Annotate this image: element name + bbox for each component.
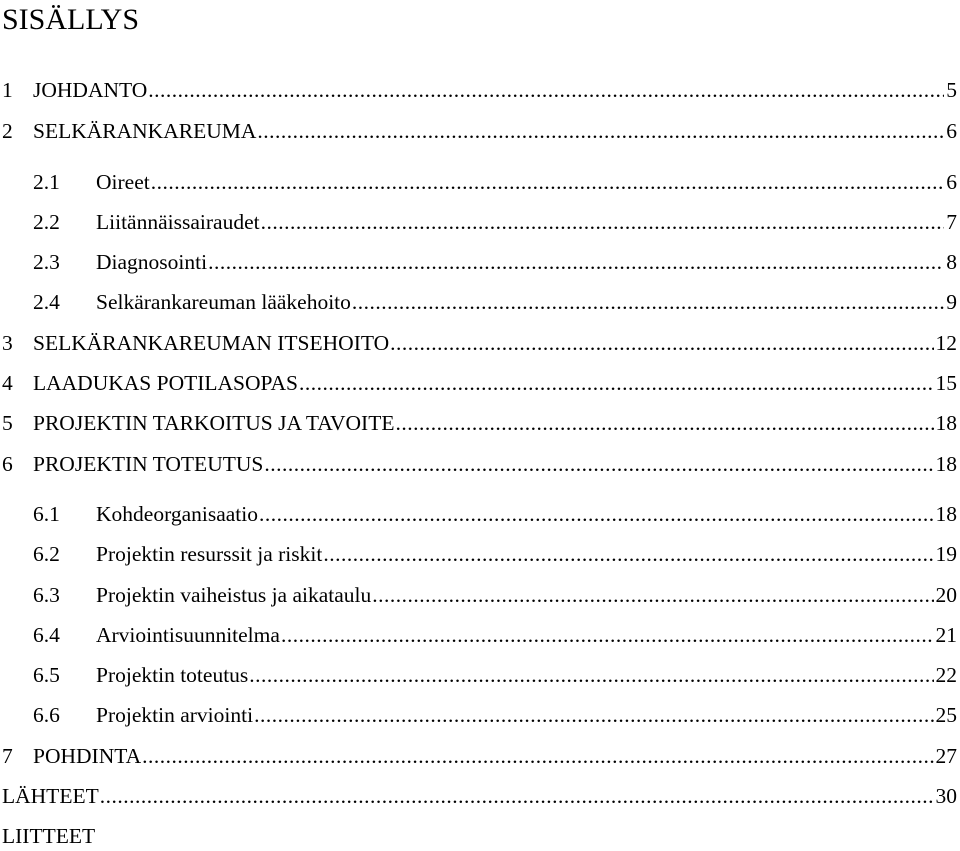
- toc-entry-page-number: 19: [935, 542, 957, 566]
- toc-entry-number: 2.4: [33, 290, 60, 314]
- toc-entry-label: JOHDANTO: [33, 78, 148, 102]
- toc-entry[interactable]: [0, 408, 960, 438]
- toc-entry[interactable]: [0, 247, 960, 277]
- toc-entry[interactable]: [0, 75, 960, 105]
- toc-entry[interactable]: [0, 328, 960, 358]
- toc-entry-number: 2.2: [33, 210, 60, 234]
- toc-dot-leader: [281, 620, 934, 650]
- toc-entry-label: LIITTEET: [2, 824, 96, 848]
- toc-entry-label: SELKÄRANKAREUMAN ITSEHOITO: [33, 331, 390, 355]
- toc-entry-page-number: 21: [935, 623, 957, 647]
- toc-dot-leader: [261, 207, 945, 237]
- toc-entry-page-number: 5: [946, 78, 957, 102]
- toc-entry[interactable]: [0, 499, 960, 529]
- toc-entry-page-number: 18: [935, 452, 957, 476]
- toc-dot-leader: [148, 75, 944, 105]
- toc-entry-label: PROJEKTIN TOTEUTUS: [33, 452, 264, 476]
- toc-entry-number: 2: [2, 119, 13, 143]
- toc-entry-number: 2.1: [33, 170, 60, 194]
- toc-dot-leader: [142, 741, 933, 771]
- toc-entry-page-number: 15: [935, 371, 957, 395]
- toc-entry-label: Selkärankareuman lääkehoito: [96, 290, 351, 314]
- toc-dot-leader: [259, 499, 933, 529]
- toc-entry-label: POHDINTA: [33, 744, 142, 768]
- toc-entry-label: LAADUKAS POTILASOPAS: [33, 371, 299, 395]
- toc-entry-label: Diagnosointi: [96, 250, 208, 274]
- toc-entry[interactable]: [0, 207, 960, 237]
- toc-entry-label: Kohdeorganisaatio: [96, 502, 259, 526]
- toc-entry-label: SELKÄRANKAREUMA: [33, 119, 257, 143]
- toc-dot-leader: [299, 368, 933, 398]
- toc-entry-label: Projektin resurssit ja riskit: [96, 542, 323, 566]
- toc-dot-leader: [264, 449, 933, 479]
- toc-entry-label: Oireet: [96, 170, 150, 194]
- toc-entry[interactable]: [0, 167, 960, 197]
- toc-entry-number: 1: [2, 78, 13, 102]
- toc-entry[interactable]: [0, 700, 960, 730]
- toc-entry-number: 6.3: [33, 583, 60, 607]
- toc-entry-page-number: 6: [946, 119, 957, 143]
- toc-entry-page-number: 18: [935, 411, 957, 435]
- toc-entry[interactable]: [0, 539, 960, 569]
- toc-dot-leader: [100, 781, 934, 811]
- toc-entry-page-number: 25: [935, 703, 957, 727]
- toc-entry[interactable]: [0, 660, 960, 690]
- toc-dot-leader: [151, 167, 945, 197]
- toc-dot-leader: [249, 660, 933, 690]
- toc-entry-page-number: 27: [935, 744, 957, 768]
- toc-entry-label: Liitännäissairaudet: [96, 210, 260, 234]
- toc-entry-number: 6.5: [33, 663, 60, 687]
- toc-entry-page-number: 6: [946, 170, 957, 194]
- toc-entry[interactable]: [0, 821, 960, 851]
- toc-dot-leader: [395, 408, 933, 438]
- toc-entry-number: 6.1: [33, 502, 60, 526]
- toc-entry-page-number: 18: [935, 502, 957, 526]
- toc-entry-label: PROJEKTIN TARKOITUS JA TAVOITE: [33, 411, 395, 435]
- toc-entry-page-number: 20: [935, 583, 957, 607]
- toc-entry-number: 6.4: [33, 623, 60, 647]
- toc-entry-label: Arviointisuunnitelma: [96, 623, 280, 647]
- toc-entry-page-number: 9: [946, 290, 957, 314]
- toc-dot-leader: [372, 580, 933, 610]
- toc-entry[interactable]: [0, 620, 960, 650]
- toc-entry[interactable]: [0, 449, 960, 479]
- toc-dot-leader: [352, 287, 944, 317]
- toc-dot-leader: [323, 539, 933, 569]
- toc-entry-label: Projektin arviointi: [96, 703, 254, 727]
- toc-entry[interactable]: [0, 580, 960, 610]
- toc-entry-page-number: 8: [946, 250, 957, 274]
- toc-entry[interactable]: [0, 781, 960, 811]
- toc-dot-leader: [390, 328, 933, 358]
- toc-entry[interactable]: [0, 368, 960, 398]
- toc-entry-label: Projektin vaiheistus ja aikataulu: [96, 583, 372, 607]
- toc-entry[interactable]: [0, 741, 960, 771]
- toc-entry-number: 6.6: [33, 703, 60, 727]
- toc-entry-number: 4: [2, 371, 13, 395]
- page-title: SISÄLLYS: [2, 3, 140, 36]
- toc-dot-leader: [208, 247, 944, 277]
- toc-entry-number: 6: [2, 452, 13, 476]
- toc-entry[interactable]: [0, 287, 960, 317]
- toc-dot-leader: [257, 116, 944, 146]
- toc-entry-number: 5: [2, 411, 13, 435]
- toc-entry-page-number: 30: [935, 784, 957, 808]
- toc-entry-page-number: 12: [935, 331, 957, 355]
- toc-dot-leader: [254, 700, 933, 730]
- toc-entry[interactable]: [0, 116, 960, 146]
- toc-entry-page-number: 22: [935, 663, 957, 687]
- toc-entry-number: 6.2: [33, 542, 60, 566]
- toc-entry-number: 3: [2, 331, 13, 355]
- toc-entry-label: LÄHTEET: [2, 784, 99, 808]
- toc-entry-label: Projektin toteutus: [96, 663, 249, 687]
- toc-entry-number: 2.3: [33, 250, 60, 274]
- toc-entry-number: 7: [2, 744, 13, 768]
- toc-entry-page-number: 7: [946, 210, 957, 234]
